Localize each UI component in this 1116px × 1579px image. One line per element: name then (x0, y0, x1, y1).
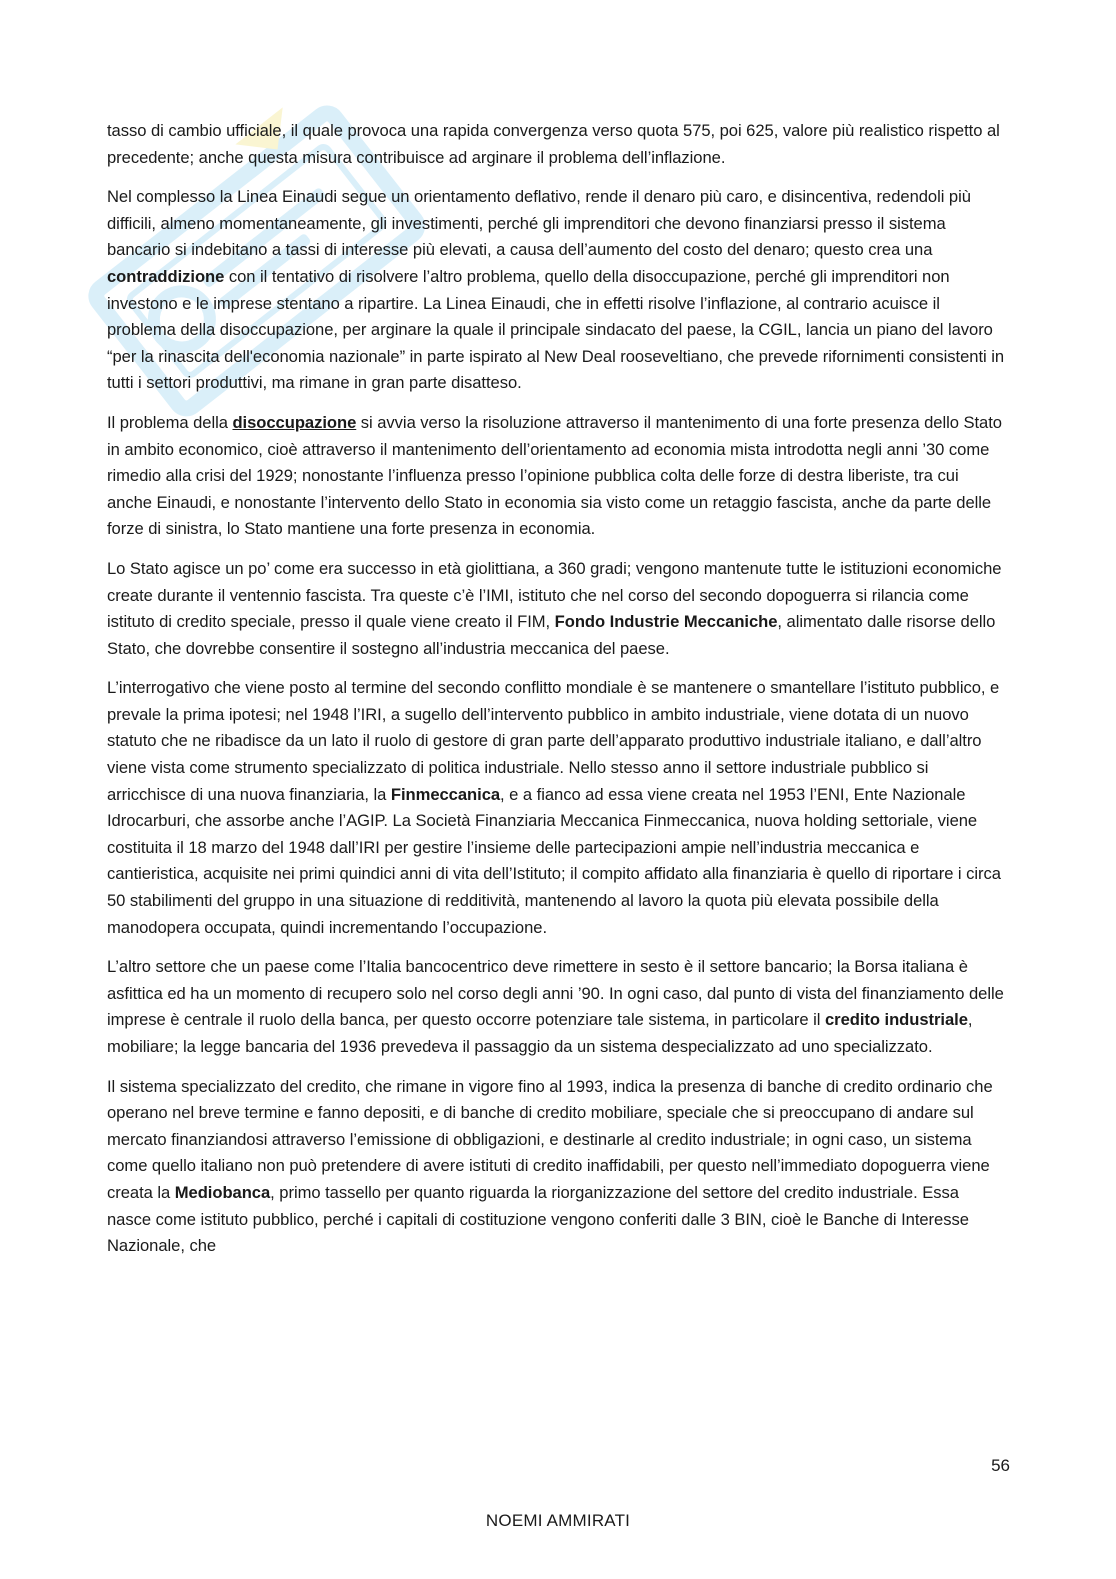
text-run: con il tentativo di risolvere l’altro problema, quello della disoccupazione, perché gli imprenditori non investono e le imprese stentano a ripartire. La Linea Einaudi, che in effetti risolve l’inflazione, al contrario acuisce il problema della disoccupazione, per arginare la quale il principale sindacato del paese, la CGIL, lancia un piano del lavoro “per la rinascita dell'economia nazionale” in parte ispirato al New Deal rooseveltiano, che prevede rifornimenti consistenti in tutti i settori produttivi, ma rimane in gran parte disatteso. (107, 266, 1005, 393)
bold-term: Mediobanca (174, 1182, 271, 1202)
bold-term: Fondo Industrie Meccaniche (554, 612, 778, 632)
footer-author: NOEMI AMMIRATI (485, 1511, 631, 1530)
document-body (107, 118, 1007, 1273)
text-run: L’altro settore che un paese come l’Italia bancocentrico deve rimettere in sesto è il settore bancario; la Borsa italiana è asfittica ed ha un momento di recupero solo nel corso degli anni ’90. In ogni caso, dal punto di vista del finanziamento delle imprese è centrale il ruolo della banca, per questo occorre potenziare tale sistema, in particolare il (107, 957, 1004, 1030)
paragraph (107, 556, 1007, 662)
bold-underlined-term: disoccupazione (232, 412, 357, 432)
text-run: Nel complesso la Linea Einaudi segue un orientamento deflativo, rende il denaro più caro, e disincentiva, redendoli più difficili, almeno momentaneamente, gli investimenti, perché gli imprenditori che devono finanziarsi presso il sistema bancario si indebitano a tassi di interesse più elevati, a causa dell’aumento del costo del denaro; questo crea una (107, 187, 971, 260)
text-run: Il problema della (107, 412, 233, 432)
page-number: 56 (991, 1456, 1010, 1475)
paragraph (107, 675, 1007, 941)
paragraph (107, 184, 1007, 397)
paragraph (107, 1074, 1007, 1260)
text-run: , alimentato dalle risorse dello Stato, che dovrebbe consentire il sostegno all’industria meccanica del paese. (107, 612, 996, 658)
text-run: , mobiliare; la legge bancaria del 1936 prevedeva il passaggio da un sistema despecializzato ad uno specializzato. (107, 1010, 973, 1056)
text-run: si avvia verso la risoluzione attraverso il mantenimento di una forte presenza dello Stato in ambito economico, cioè attraverso il mantenimento dell’orientamento ad economia mista introdotta negli anni ’30 come rimedio alla crisi del 1929; nonostante l’influenza presso l’opinione pubblica colta delle forze di destra liberiste, tra cui anche Einaudi, e nonostante l’intervento dello Stato in economia sia visto come un retaggio fascista, anche da parte delle forze di sinistra, lo Stato mantiene una forte presenza in economia. (107, 412, 1002, 539)
paragraph (107, 954, 1007, 1060)
text-run: , e a fianco ad essa viene creata nel 1953 l’ENI, Ente Nazionale Idrocarburi, che assorbe anche l’AGIP. La Società Finanziaria Meccanica Finmeccanica, nuova holding settoriale, viene costituita il 18 marzo del 1948 dall’IRI per gestire l’insieme delle partecipazioni ampie nell’industria meccanica e cantieristica, acquisite nei primi quindici anni di vita dell’Istituto; il compito affidato alla finanziaria è quello di riportare i circa 50 stabilimenti del gruppo in una situazione di redditività, mantenendo al lavoro la quota più elevata possibile della manodopera occupata, quindi incrementando l’occupazione. (107, 784, 1001, 937)
bold-term: credito industriale (824, 1010, 968, 1030)
paragraph (107, 410, 1007, 543)
paragraph (107, 118, 1007, 171)
text-run: tasso di cambio ufficiale, il quale provoca una rapida convergenza verso quota 575, poi 625, valore più realistico rispetto al precedente; anche questa misura contribuisce ad arginare il problema dell’inflazione. (107, 121, 1000, 167)
bold-term: Finmeccanica (390, 784, 501, 804)
text-run: L’interrogativo che viene posto al termine del secondo conflitto mondiale è se mantenere o smantellare l’istituto pubblico, e prevale la prima ipotesi; nel 1948 l’IRI, a sugello dell’intervento pubblico in ambito industriale, viene dotata di un nuovo statuto che ne ribadisce da un lato il ruolo di gestore di gran parte dell’apparato produttivo industriale italiano, e dall’altro viene vista come strumento specializzato di politica industriale. Nello stesso anno il settore industriale pubblico si arricchisce di una nuova finanziaria, la (107, 678, 1000, 804)
text-run: Lo Stato agisce un po’ come era successo in età giolittiana, a 360 gradi; vengono mantenute tutte le istituzioni economiche create durante il ventennio fascista. Tra queste c’è l’IMI, istituto che nel corso del secondo dopoguerra si rilancia come istituto di credito speciale, presso il quale viene creato il FIM, (107, 558, 1002, 632)
text-run: Il sistema specializzato del credito, che rimane in vigore fino al 1993, indica la presenza di banche di credito ordinario che operano nel breve termine e fanno depositi, e di banche di credito mobiliare, speciale che si preoccupano di andare sul mercato finanziandosi attraverso l’emissione di obbligazioni, e destinarle al credito industriale; in ogni caso, un sistema come quello italiano non può pretendere di avere istituti di credito inaffidabili, per questo nell’immediato dopoguerra viene creata la (107, 1076, 993, 1202)
text-run: , primo tassello per quanto riguarda la riorganizzazione del settore del credito industriale. Essa nasce come istituto pubblico, perché i capitali di costituzione vengono conferiti dalle 3 BIN, cioè le Banche di Interesse Nazionale, che (107, 1182, 969, 1256)
bold-term: contraddizione (107, 266, 225, 286)
